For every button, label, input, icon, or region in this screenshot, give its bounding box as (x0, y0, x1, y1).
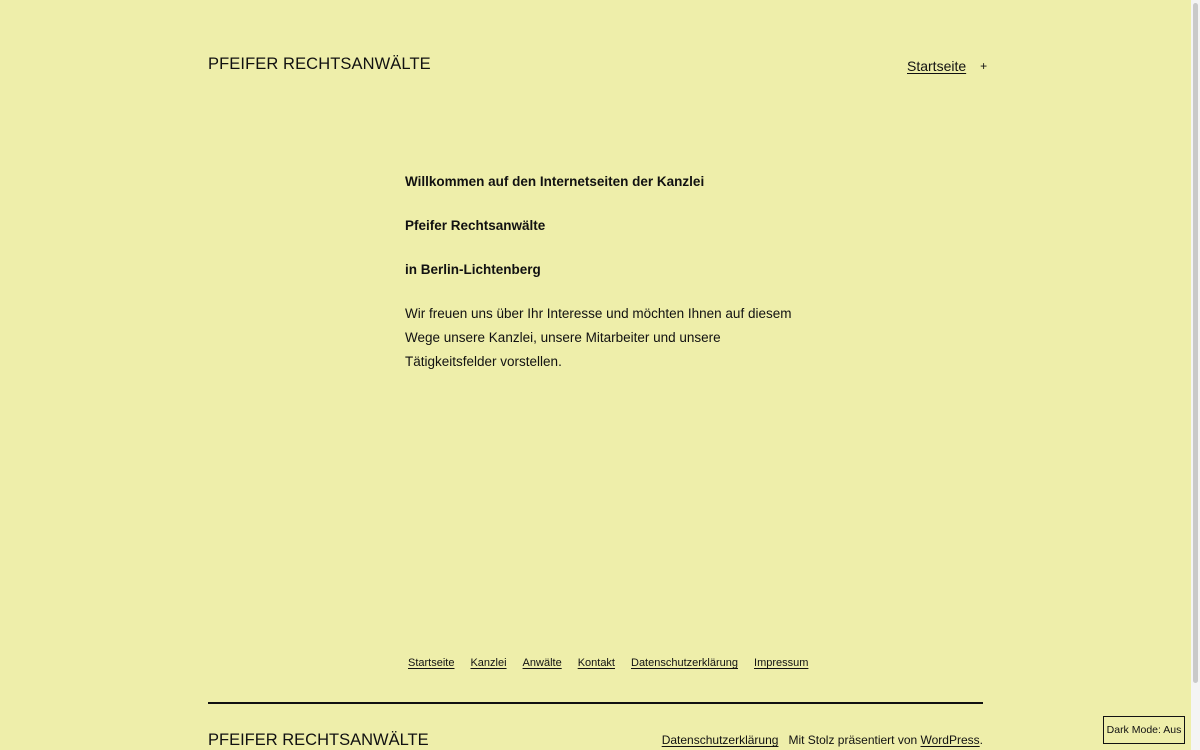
footer-divider (208, 702, 983, 704)
welcome-heading: Willkommen auf den Internetseiten der Kanzlei (405, 174, 705, 189)
footer-menu-datenschutz[interactable]: Datenschutzerklärung (631, 657, 739, 669)
firm-name: Pfeifer Rechtsanwälte (405, 218, 546, 233)
wordpress-link[interactable]: WordPress (920, 733, 980, 747)
footer-info (662, 733, 983, 747)
footer-menu (408, 657, 808, 669)
site-title[interactable]: PFEIFER RECHTSANWÄLTE (208, 55, 431, 73)
powered-by-text: Mit Stolz präsentiert von (788, 733, 918, 747)
footer-site-title[interactable]: PFEIFER RECHTSANWÄLTE (208, 731, 429, 749)
firm-location: in Berlin-Lichtenberg (405, 262, 541, 277)
intro-paragraph: Wir freuen uns über Ihr Interesse und möchten Ihnen auf diesem Wege unsere Kanzlei, unsere Mitarbeiter und unsere Tätigkeitsfelder vorstellen. (405, 306, 792, 369)
footer-menu-anwaelte[interactable]: Anwälte (522, 657, 562, 669)
dark-mode-toggle-button[interactable]: Dark Mode: Aus (1103, 716, 1185, 744)
scrollbar-thumb[interactable] (1193, 3, 1198, 683)
powered-by-suffix: . (979, 733, 983, 747)
footer-privacy-link[interactable]: Datenschutzerklärung (661, 733, 779, 747)
footer-menu-impressum[interactable]: Impressum (754, 657, 809, 669)
page-scrollbar[interactable] (1191, 0, 1200, 750)
footer-menu-startseite[interactable]: Startseite (408, 657, 455, 669)
nav-startseite-link[interactable]: Startseite (907, 58, 967, 74)
submenu-expand-icon[interactable]: + (980, 59, 988, 73)
footer-menu-kanzlei[interactable]: Kanzlei (470, 657, 507, 669)
footer-menu-kontakt[interactable]: Kontakt (577, 657, 615, 669)
page-content (405, 170, 795, 394)
primary-navigation (907, 58, 987, 74)
